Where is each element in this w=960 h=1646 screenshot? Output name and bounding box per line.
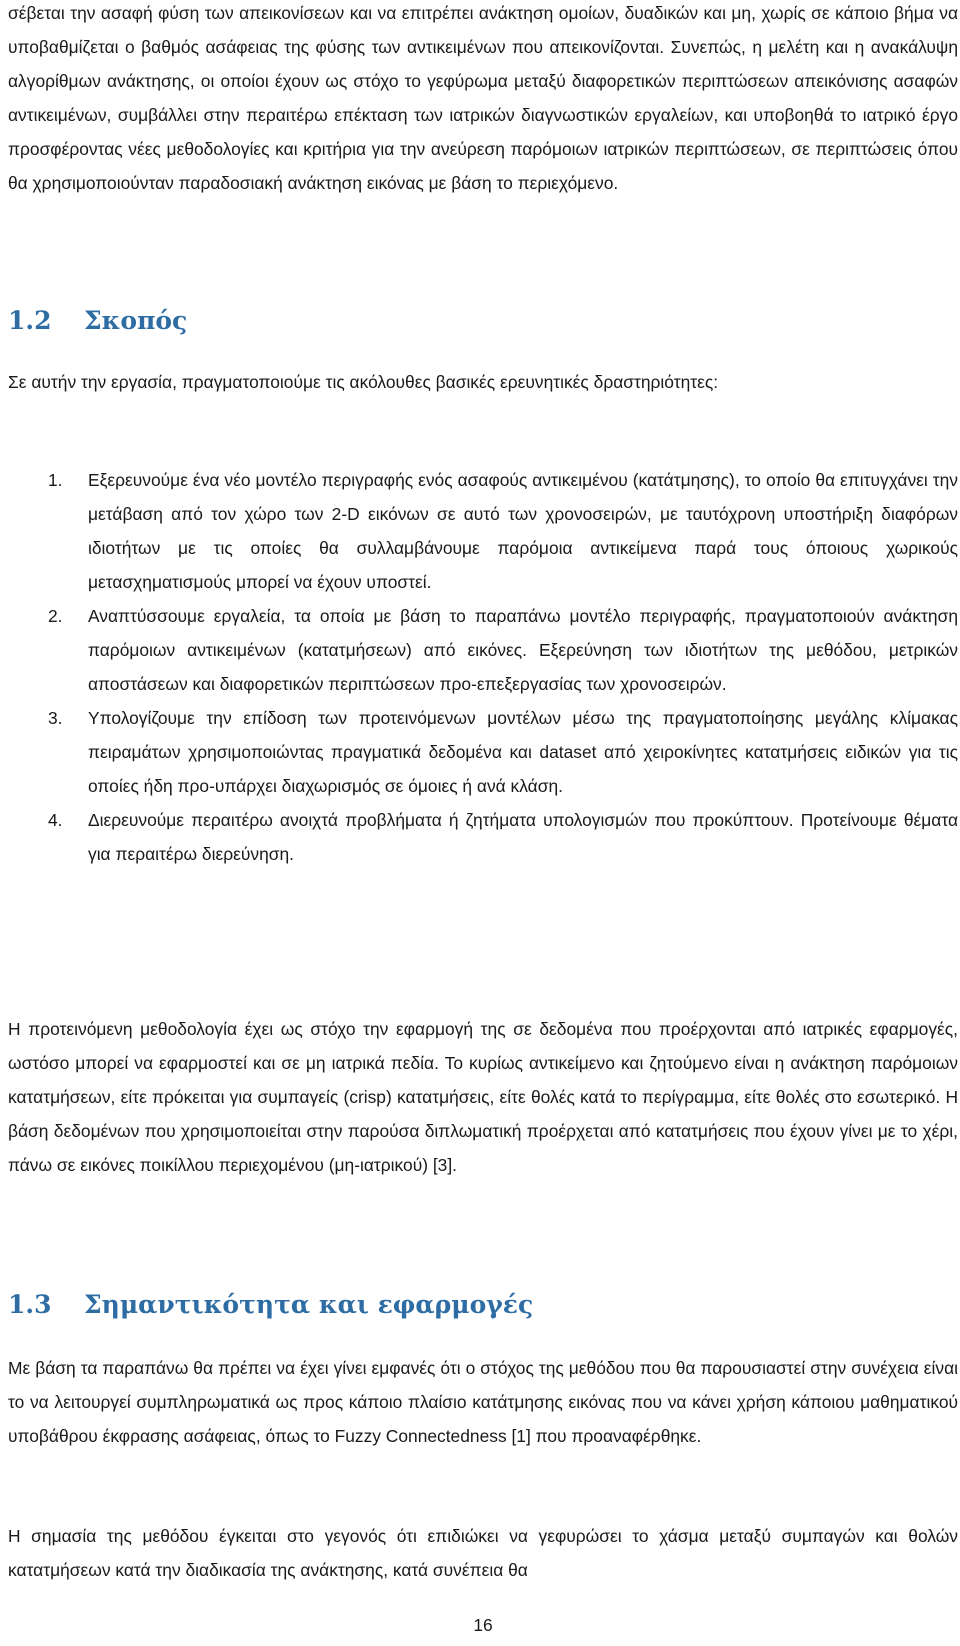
list-item-number: 1. [48,470,63,490]
section-heading-significance [8,1288,533,1322]
list-item [8,803,958,871]
research-activities-list [8,463,958,871]
list-item [8,701,958,803]
section-heading-scope [8,304,187,338]
document-page [8,0,958,1646]
list-item-number: 3. [48,708,63,728]
section-number: 1.3 [8,1290,52,1319]
significance-paragraph: Με βάση τα παραπάνω θα πρέπει να έχει γίνει εμφανές ότι ο στόχος της μεθόδου που θα παρουσιαστεί στην συνέχεια είναι το να λειτουργεί συμπληρωματικά ως προς κάποιο πλαίσιο κατάτμησης εικόνας που να κάνει χρήση κάποιου μαθηματικού υποβάθρου έκφρασης ασάφειας, όπως το Fuzzy Connectedness [1] που προαναφέρθηκε. [8,1358,958,1446]
methodology-paragraph: Η προτεινόμενη μεθοδολογία έχει ως στόχο την εφαρμογή της σε δεδομένα που προέρχονται από ιατρικές εφαρμογές, ωστόσο μπορεί να εφαρμοστεί και σε μη ιατρικά πεδία. Το κυρίως αντικείμενο και ζητούμενο είναι η ανάκτηση παρόμοιων κατατμήσεων, είτε πρόκειται για συμπαγείς (crisp) κατατμήσεις, είτε θολές κατά το περίγραμμα, είτε θολές στο εσωτερικό. Η βάση δεδομένων που χρησιμοποιείται στην παρούσα διπλωματική προέρχεται από κατατμήσεις που έχουν γίνει με το χέρι, πάνω σε εικόνες ποικίλλου περιεχομένου (μη-ιατρικού) [3]. [8,1019,958,1175]
scope-intro-paragraph: Σε αυτήν την εργασία, πραγματοποιούμε τις ακόλουθες βασικές ερευνητικές δραστηριότητες: [8,372,719,392]
list-item [8,599,958,701]
intro-paragraph: σέβεται την ασαφή φύση των απεικονίσεων και να επιτρέπει ανάκτηση ομοίων, δυαδικών και μη, χωρίς σε κάποιο βήμα να υποβαθμίζεται ο βαθμός ασάφειας της φύσης των αντικειμένων που απεικονίζονται. Συνεπώς, η μελέτη και η ανακάλυψη αλγορίθμων ανάκτησης, οι οποίοι έχουν ως στόχο το γεφύρωμα μεταξύ διαφορετικών περιπτώσεων απεικόνισης ασαφών αντικειμένων, συμβάλλει στην περαιτέρω επέκταση των ιατρικών διαγνωστικών εργαλείων, και υποβοηθά το ιατρικό έργο προσφέροντας νέες μεθοδολογίες και κριτήρια για την ανεύρεση παρόμοιων ιατρικών περιπτώσεων, σε περιπτώσεις όπου θα χρησιμοποιούνταν παραδοσιακή ανάκτηση εικόνας με βάση το περιεχόμενο. [8,3,958,193]
importance-paragraph: Η σημασία της μεθόδου έγκειται στο γεγονός ότι επιδιώκει να γεφυρώσει το χάσμα μεταξύ συμπαγών και θολών κατατμήσεων κατά την διαδικασία της ανάκτησης, κατά συνέπεια θα [8,1526,958,1580]
section-title: Σκοπός [84,306,188,335]
list-item-text: Αναπτύσσουμε εργαλεία, τα οποία με βάση το παραπάνω μοντέλο περιγραφής, πραγματοποιούν ανάκτηση παρόμοιων αντικειμένων (κατατμήσεων) από εικόνες. Εξερεύνηση των ιδιοτήτων της μεθόδου, μετρικών αποστάσεων και διαφορετικών περιπτώσεων προ-επεξεργασίας των χρονοσειρών. [88,606,958,694]
list-item [8,463,958,599]
list-item-text: Εξερευνούμε ένα νέο μοντέλο περιγραφής ενός ασαφούς αντικειμένου (κατάτμησης), το οποίο θα επιτυγχάνει την μετάβαση από τον χώρο των 2-D εικόνων σε αυτό των χρονοσειρών, με ταυτόχρονη υποστήριξη διαφόρων ιδιοτήτων με τις οποίες θα συλλαμβάνουμε παρόμοια αντικείμενα παρά τους όποιους χωρικούς μετασχηματισμούς μπορεί να έχουν υποστεί. [88,470,958,592]
list-item-text: Υπολογίζουμε την επίδοση των προτεινόμενων μοντέλων μέσω της πραγματοποίησης μεγάλης κλίμακας πειραμάτων χρησιμοποιώντας πραγματικά δεδομένα και dataset από χειροκίνητες κατατμήσεις ειδικών για τις οποίες ήδη προ-υπάρχει διαχωρισμός σε όμοιες ή ανά κλάση. [88,708,958,796]
page-number: 16 [473,1615,493,1635]
list-item-text: Διερευνούμε περαιτέρω ανοιχτά προβλήματα ή ζητήματα υπολογισμών που προκύπτουν. Προτείνουμε θέματα για περαιτέρω διερεύνηση. [88,810,958,864]
section-number: 1.2 [8,306,52,335]
section-title: Σημαντικότητα και εφαρμογές [84,1290,534,1319]
list-item-number: 2. [48,606,63,626]
list-item-number: 4. [48,810,63,830]
